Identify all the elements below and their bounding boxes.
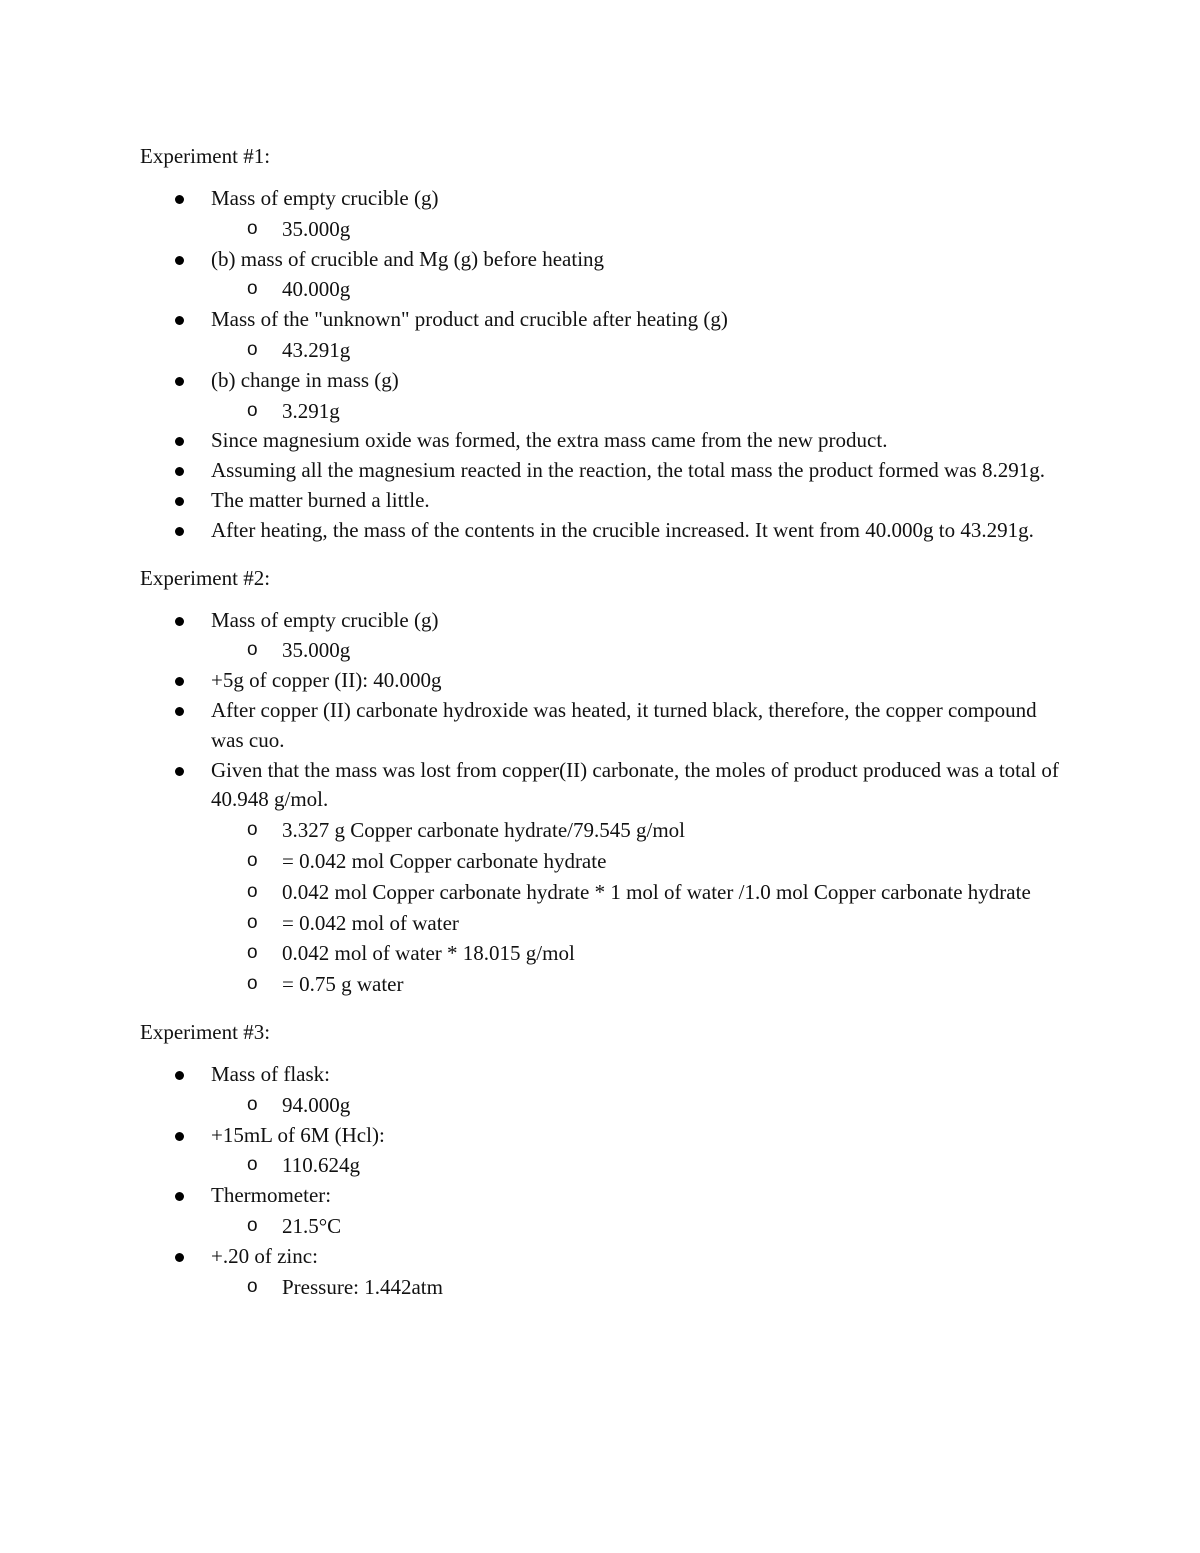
experiment-heading: Experiment #2: (140, 565, 271, 590)
sub-bullet-item: o 35.000g (140, 214, 1060, 245)
sub-bullet-list (140, 335, 1060, 366)
bullet-text: Mass of empty crucible (g) (211, 186, 439, 210)
sub-bullet-item: o Pressure: 1.442atm (140, 1272, 1060, 1303)
bullet-item (140, 366, 1060, 427)
sub-bullet-list (140, 274, 1060, 305)
bullet-text: +5g of copper (II): 40.000g (211, 668, 442, 693)
sub-bullet-list (140, 214, 1060, 245)
sub-bullet-item: o 40.000g (140, 274, 1060, 305)
sub-bullet-list (140, 1090, 1060, 1121)
sub-bullet-item: o 21.5°C (140, 1211, 1060, 1242)
bullet-item (140, 1242, 1060, 1303)
bullet-item (140, 1060, 1060, 1121)
experiment-section (140, 562, 1060, 1000)
bullet-list (140, 606, 1060, 1000)
document-body (140, 140, 1060, 1318)
sub-bullet-item: o 3.291g (140, 396, 1060, 427)
bullet-item (140, 184, 1060, 245)
bullet-item (140, 456, 1060, 486)
sub-bullet-list (140, 1211, 1060, 1242)
bullet-list (140, 184, 1060, 546)
sub-bullet-item: o = 0.042 mol of water (140, 908, 1060, 939)
bullet-item (140, 1181, 1060, 1242)
bullet-text: +15mL of 6M (Hcl): (211, 1122, 385, 1147)
sub-bullet-item: o = 0.042 mol Copper carbonate hydrate (140, 846, 1060, 877)
bullet-text: (b) mass of crucible and Mg (g) before heating (211, 246, 605, 271)
bullet-item (140, 516, 1060, 546)
bullet-text: The matter burned a little. (211, 487, 430, 512)
sub-bullet-item: o 43.291g (140, 335, 1060, 366)
sub-bullet-list (140, 396, 1060, 427)
bullet-text: Mass of flask: (211, 1061, 330, 1086)
experiment-heading: Experiment #1: (140, 144, 271, 168)
bullet-item (140, 486, 1060, 516)
sub-bullet-item: o 0.042 mol Copper carbonate hydrate * 1 mol of water /1.0 mol Copper carbonate hydrate (140, 877, 1060, 908)
bullet-item (140, 756, 1060, 1000)
sub-bullet-item: o 3.327 g Copper carbonate hydrate/79.545 g/mol (140, 815, 1060, 846)
bullet-text: Thermometer: (211, 1183, 332, 1208)
bullet-text: Since magnesium oxide was formed, the extra mass came from the new product. (211, 428, 888, 453)
sub-bullet-list (140, 635, 1060, 666)
bullet-item (140, 696, 1060, 756)
bullet-item (140, 305, 1060, 366)
bullet-text: After heating, the mass of the contents in the crucible increased. It went from 40.000g to 43.291g. (211, 517, 1034, 542)
bullet-text: Given that the mass was lost from copper(II) carbonate, the moles of product produced was a total of 40.948 g/mol. (211, 757, 1059, 812)
sub-bullet-item: o 94.000g (140, 1090, 1060, 1121)
bullet-text: Mass of empty crucible (g) (211, 607, 439, 632)
sub-bullet-item: o 35.000g (140, 635, 1060, 666)
sub-bullet-item: o 110.624g (140, 1150, 1060, 1181)
bullet-item (140, 1121, 1060, 1182)
sub-bullet-list (140, 1150, 1060, 1181)
bullet-item (140, 245, 1060, 306)
sub-bullet-item: o = 0.75 g water (140, 969, 1060, 1000)
experiment-heading: Experiment #3: (140, 1019, 271, 1044)
bullet-list (140, 1060, 1060, 1302)
bullet-item (140, 666, 1060, 696)
experiment-section (140, 140, 1060, 546)
bullet-text: +.20 of zinc: (211, 1243, 318, 1268)
bullet-item (140, 606, 1060, 667)
bullet-text: Mass of the "unknown" product and crucible after heating (g) (211, 307, 728, 332)
sub-bullet-list (140, 815, 1060, 1000)
sub-bullet-item: o 0.042 mol of water * 18.015 g/mol (140, 938, 1060, 969)
bullet-text: (b) change in mass (g) (211, 367, 399, 392)
sub-bullet-list (140, 1272, 1060, 1303)
bullet-text: Assuming all the magnesium reacted in the reaction, the total mass the product formed was 8.291g. (211, 458, 1045, 483)
experiment-section (140, 1016, 1060, 1302)
bullet-item (140, 426, 1060, 456)
bullet-text: After copper (II) carbonate hydroxide was heated, it turned black, therefore, the copper compound was cuo. (211, 697, 1037, 752)
